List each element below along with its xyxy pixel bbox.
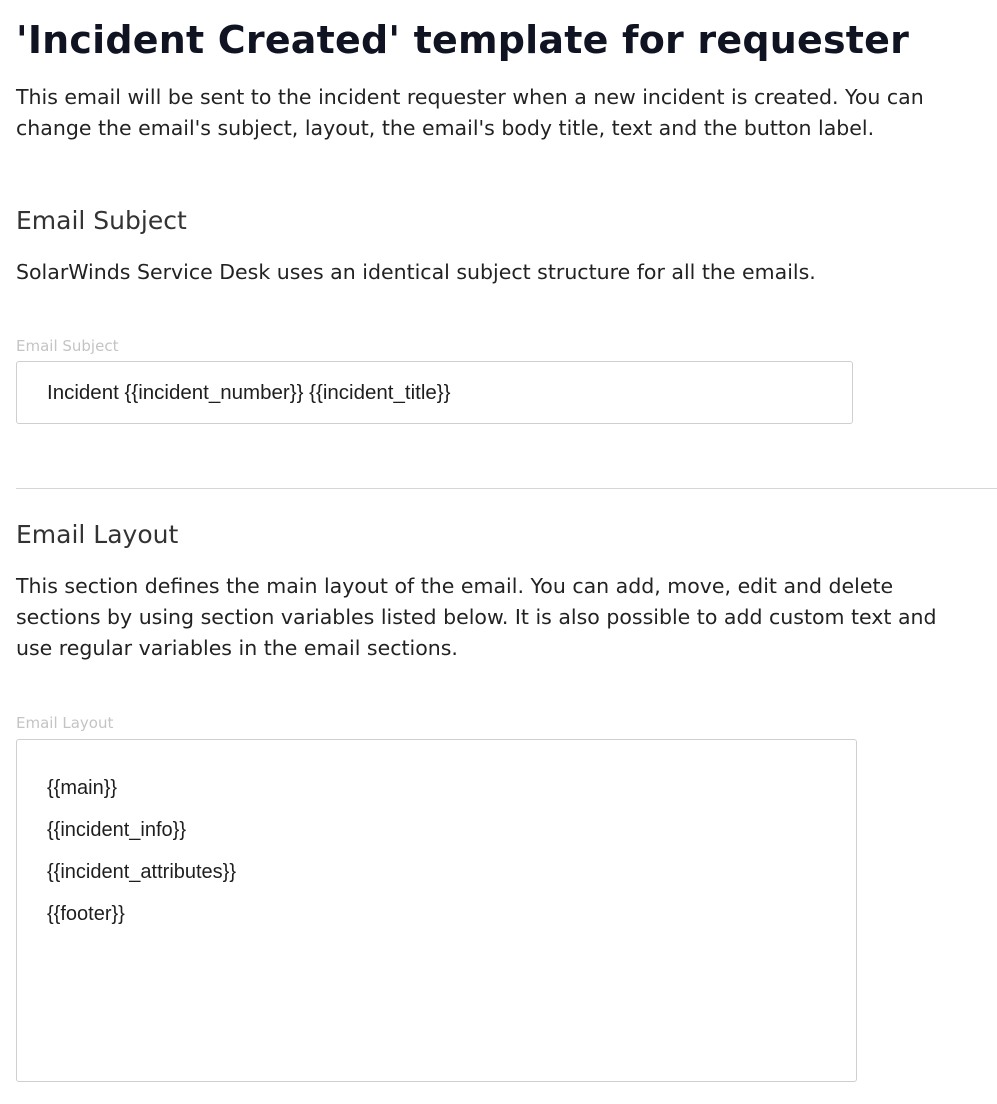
email-subject-input[interactable]: Incident {{incident_number}} {{incident_title}} bbox=[16, 361, 853, 424]
section-divider bbox=[16, 488, 997, 489]
layout-line-footer: {{footer}} bbox=[47, 903, 125, 925]
email-layout-heading: Email Layout bbox=[16, 520, 179, 549]
email-layout-field-label: Email Layout bbox=[16, 714, 114, 732]
layout-line-incident-attributes: {{incident_attributes}} bbox=[47, 861, 237, 883]
email-subject-field-label: Email Subject bbox=[16, 337, 119, 355]
page-intro-text: This email will be sent to the incident requester when a new incident is created. You can change the email's subject, layout, the email's body title, text and the button label. bbox=[16, 85, 924, 140]
layout-line-main: {{main}} bbox=[47, 777, 118, 799]
email-subject-description: SolarWinds Service Desk uses an identical subject structure for all the emails. bbox=[16, 260, 816, 284]
email-subject-heading: Email Subject bbox=[16, 206, 187, 235]
email-layout-editor[interactable] bbox=[16, 739, 857, 1082]
layout-line-incident-info: {{incident_info}} bbox=[47, 819, 187, 841]
email-layout-description: This section defines the main layout of the email. You can add, move, edit and delete sections by using section variables listed below. It is also possible to add custom text and use regular variables in the email sections. bbox=[16, 574, 937, 660]
page-title: 'Incident Created' template for requester bbox=[16, 18, 910, 62]
